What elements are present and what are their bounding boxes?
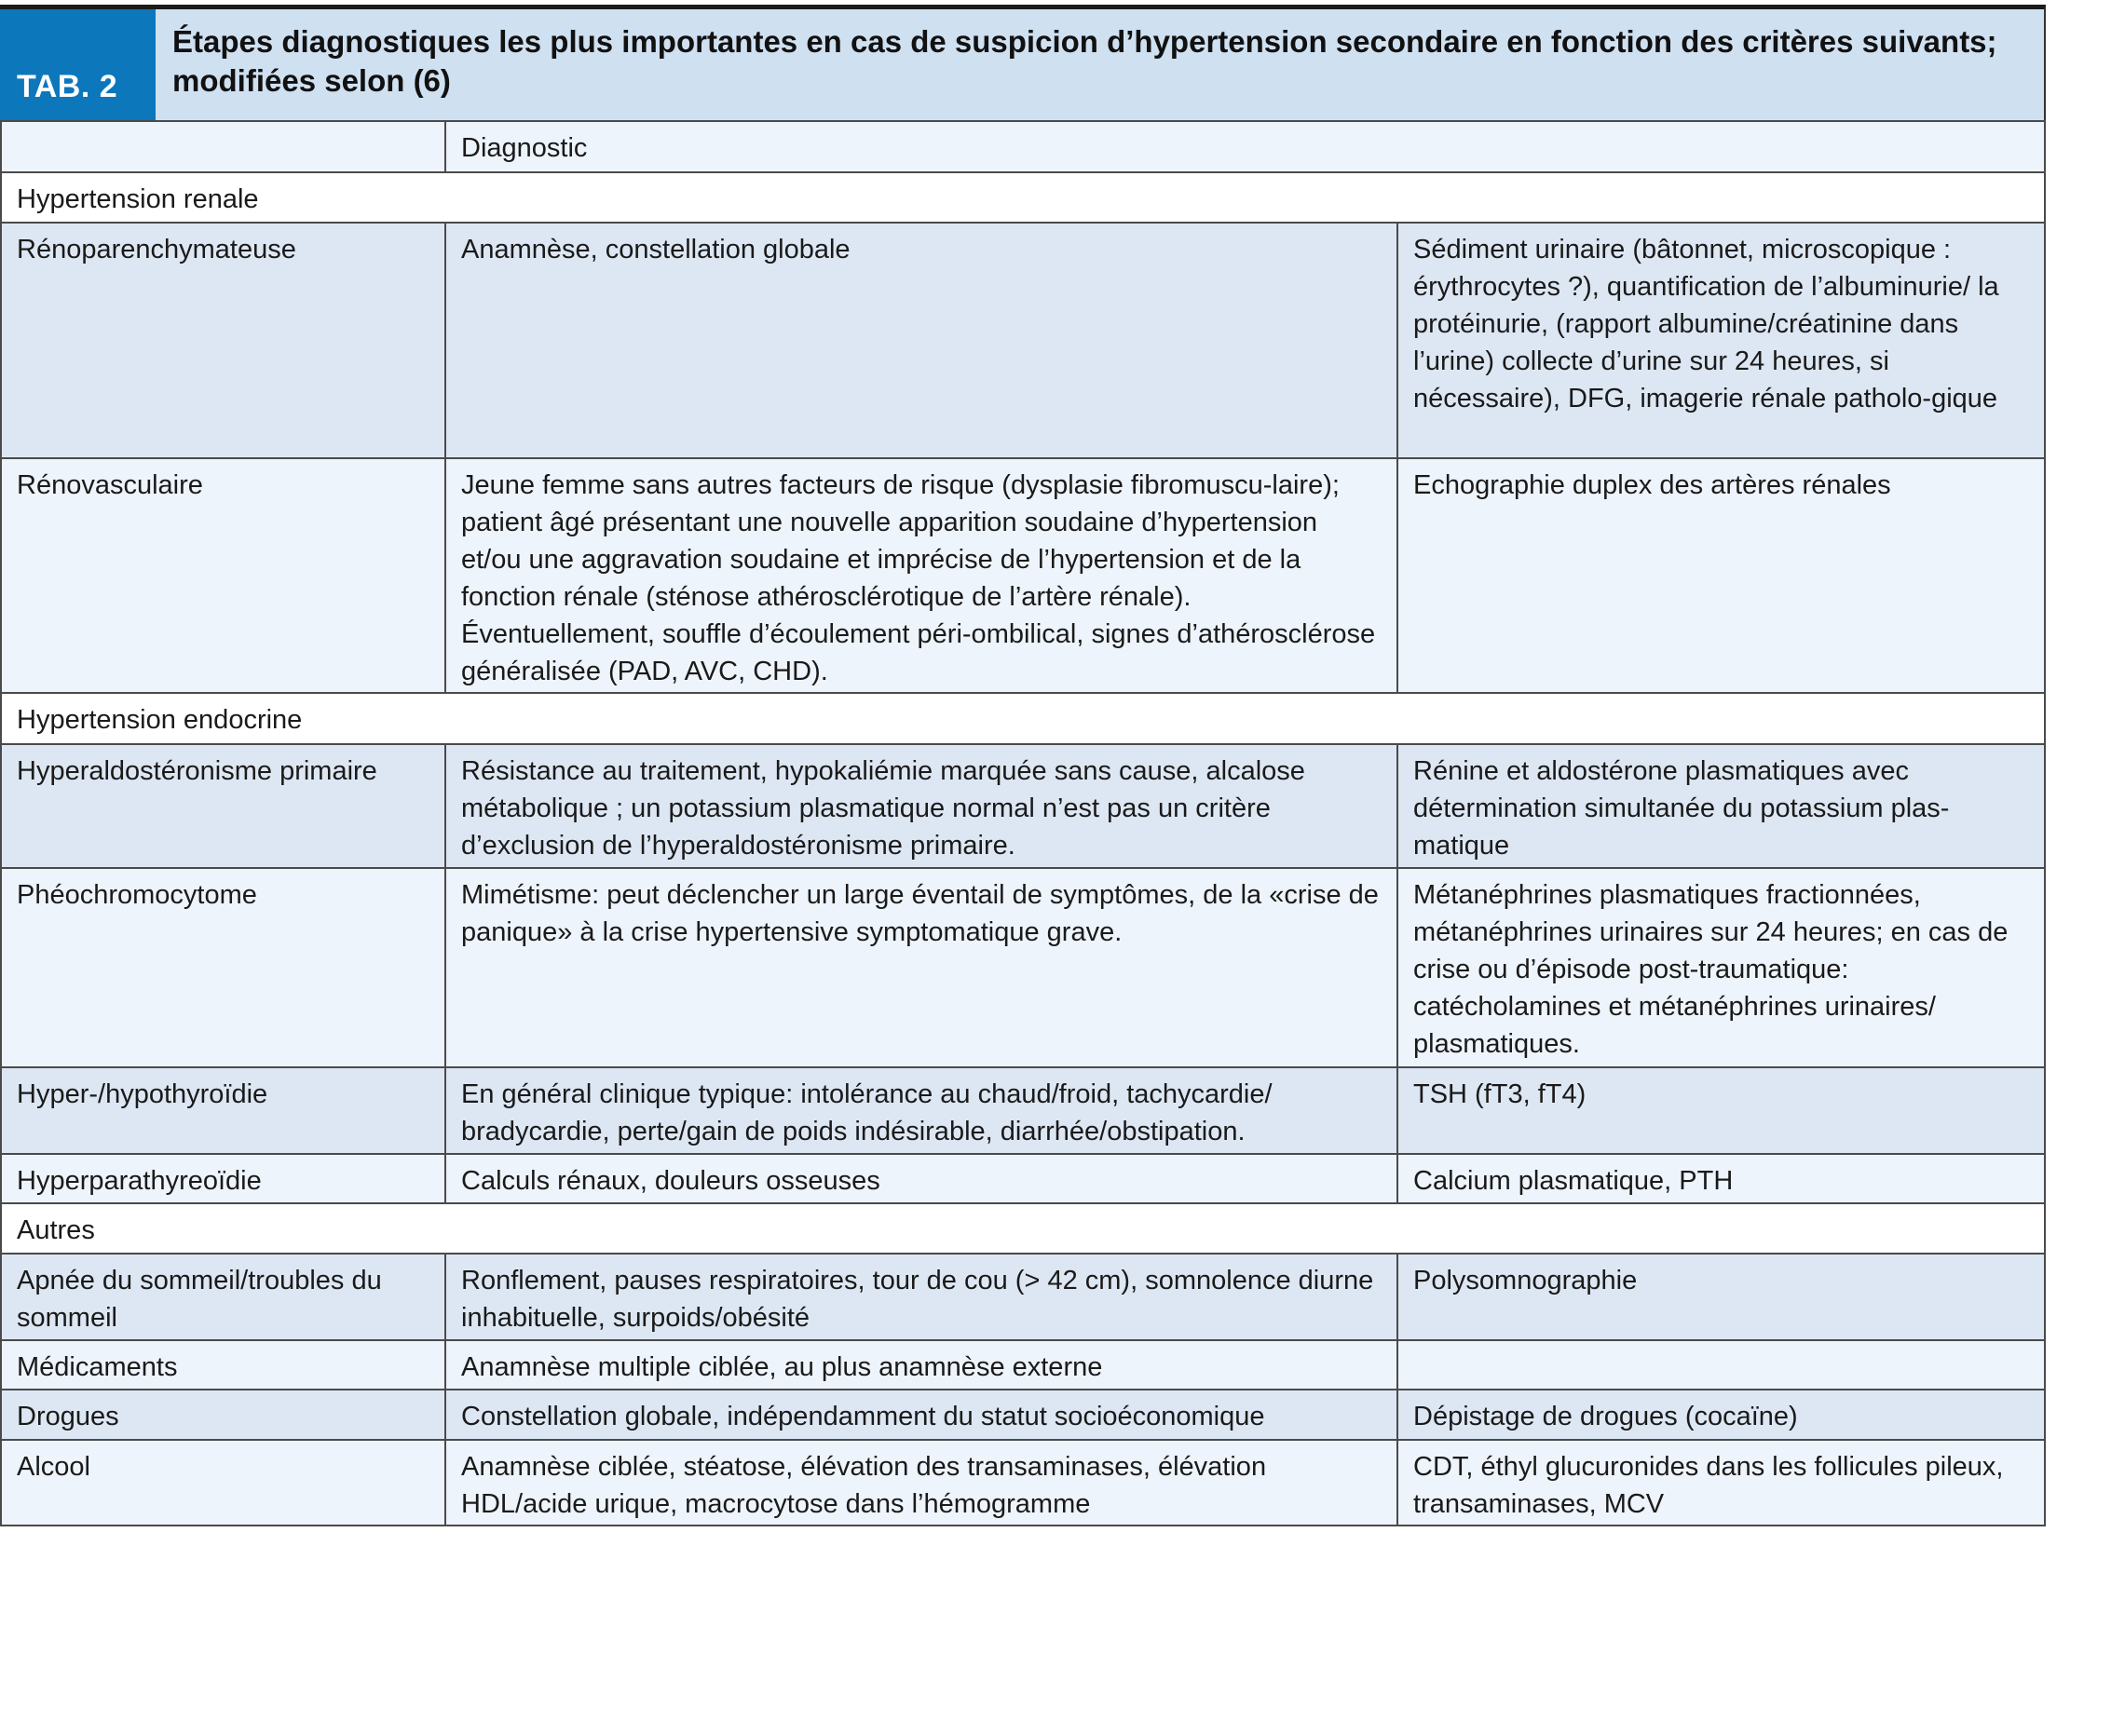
cell-diagnostic: CDT, éthyl glucuronides dans les follicules pileux, transaminases, MCV	[1396, 1441, 2046, 1525]
section-row	[0, 692, 2046, 743]
cell-indices: Constellation globale, indépendamment du statut socioéconomique	[444, 1390, 1396, 1439]
cell-diagnostic: Dépistage de drogues (cocaïne)	[1396, 1390, 2046, 1439]
cell-diagnostic: Sédiment urinaire (bâtonnet, microscopique : érythrocytes ?), quantification de l’albuminurie/ la protéinurie, (rapport albumine/créatinine dans l’urine) collecte d’urine sur 24 heures, si nécessaire), DFG, imagerie rénale patholo-gique	[1396, 224, 2046, 457]
cell-diagnostic: Polysomnographie	[1396, 1255, 2046, 1339]
section-title: Hypertension renale	[0, 173, 2046, 222]
cell-indices: Jeune femme sans autres facteurs de risque (dysplasie fibromuscu-laire); patient âgé présentant une nouvelle apparition soudaine d’hypertension et/ou une aggravation soudaine et imprécise de l’hypertension et de la fonction rénale (sténose athérosclérotique de l’artère rénale). Éventuellement, souffle d’écoulement péri-ombilical, signes d’athérosclérose généralisée (PAD, AVC, CHD).	[444, 459, 1396, 692]
table-label: TAB. 2	[0, 9, 156, 120]
cell-diagnostic: TSH (fT3, fT4)	[1396, 1068, 2046, 1153]
cell-cause: Alcool	[0, 1441, 444, 1525]
column-header-diagnostic: Diagnostic	[444, 122, 2046, 171]
column-header-cause	[0, 122, 444, 171]
cell-diagnostic: Echographie duplex des artères rénales	[1396, 459, 2046, 692]
cell-cause: Phéochromocytome	[0, 869, 444, 1066]
cell-indices: Anamnèse multiple ciblée, au plus anamnèse externe	[444, 1341, 1396, 1389]
cell-diagnostic: Calcium plasmatique, PTH	[1396, 1155, 2046, 1202]
table-row	[0, 1153, 2046, 1202]
cell-indices: Ronflement, pauses respiratoires, tour de cou (> 42 cm), somnolence diurne inhabituelle, surpoids/obésité	[444, 1255, 1396, 1339]
cell-indices: Anamnèse ciblée, stéatose, élévation des transaminases, élévation HDL/acide urique, macrocytose dans l’hémogramme	[444, 1441, 1396, 1525]
section-title: Autres	[0, 1204, 2046, 1253]
cell-indices: Calculs rénaux, douleurs osseuses	[444, 1155, 1396, 1202]
table-row	[0, 222, 2046, 457]
cell-cause: Hyperparathyreoïdie	[0, 1155, 444, 1202]
section-title: Hypertension endocrine	[0, 694, 2046, 743]
cell-cause: Hyper-/hypothyroïdie	[0, 1068, 444, 1153]
cell-indices: Résistance au traitement, hypokaliémie marquée sans cause, alcalose métabolique ; un potassium plasmatique normal n’est pas un critère d’exclusion de l’hyperaldostéronisme primaire.	[444, 745, 1396, 867]
table-row	[0, 1339, 2046, 1389]
section-row	[0, 171, 2046, 222]
table-row	[0, 867, 2046, 1066]
table-row	[0, 1253, 2046, 1339]
cell-cause: Hyperaldostéronisme primaire	[0, 745, 444, 867]
table-row	[0, 1066, 2046, 1153]
cell-cause: Apnée du sommeil/troubles du sommeil	[0, 1255, 444, 1339]
table-title: Étapes diagnostiques les plus importantes en cas de suspicion d’hypertension secondaire en fonction des critères suivants; modifiées selon (6)	[172, 24, 1997, 98]
cell-cause: Rénoparenchymateuse	[0, 224, 444, 457]
cell-indices: En général clinique typique: intolérance au chaud/froid, tachycardie/ bradycardie, perte/gain de poids indésirable, diarrhée/obstipation.	[444, 1068, 1396, 1153]
cell-indices: Mimétisme: peut déclencher un large éventail de symptômes, de la «crise de panique» à la crise hypertensive symptomatique grave.	[444, 869, 1396, 1066]
cell-cause: Drogues	[0, 1390, 444, 1439]
cell-cause: Rénovasculaire	[0, 459, 444, 692]
diagnostic-table	[0, 5, 2046, 1526]
column-header-row	[0, 120, 2046, 171]
table-row	[0, 1389, 2046, 1439]
table-header	[0, 5, 2046, 120]
section-row	[0, 1202, 2046, 1253]
cell-diagnostic	[1396, 1341, 2046, 1389]
cell-diagnostic: Métanéphrines plasmatiques fractionnées, métanéphrines urinaires sur 24 heures; en cas de crise ou d’épisode post-traumatique: catécholamines et métanéphrines urinaires/ plasmatiques.	[1396, 869, 2046, 1066]
cell-diagnostic: Rénine et aldostérone plasmatiques avec détermination simultanée du potassium plas-matique	[1396, 745, 2046, 867]
table-row	[0, 1439, 2046, 1526]
table-row	[0, 457, 2046, 692]
cell-indices: Anamnèse, constellation globale	[444, 224, 1396, 457]
table-row	[0, 743, 2046, 867]
cell-cause: Médicaments	[0, 1341, 444, 1389]
